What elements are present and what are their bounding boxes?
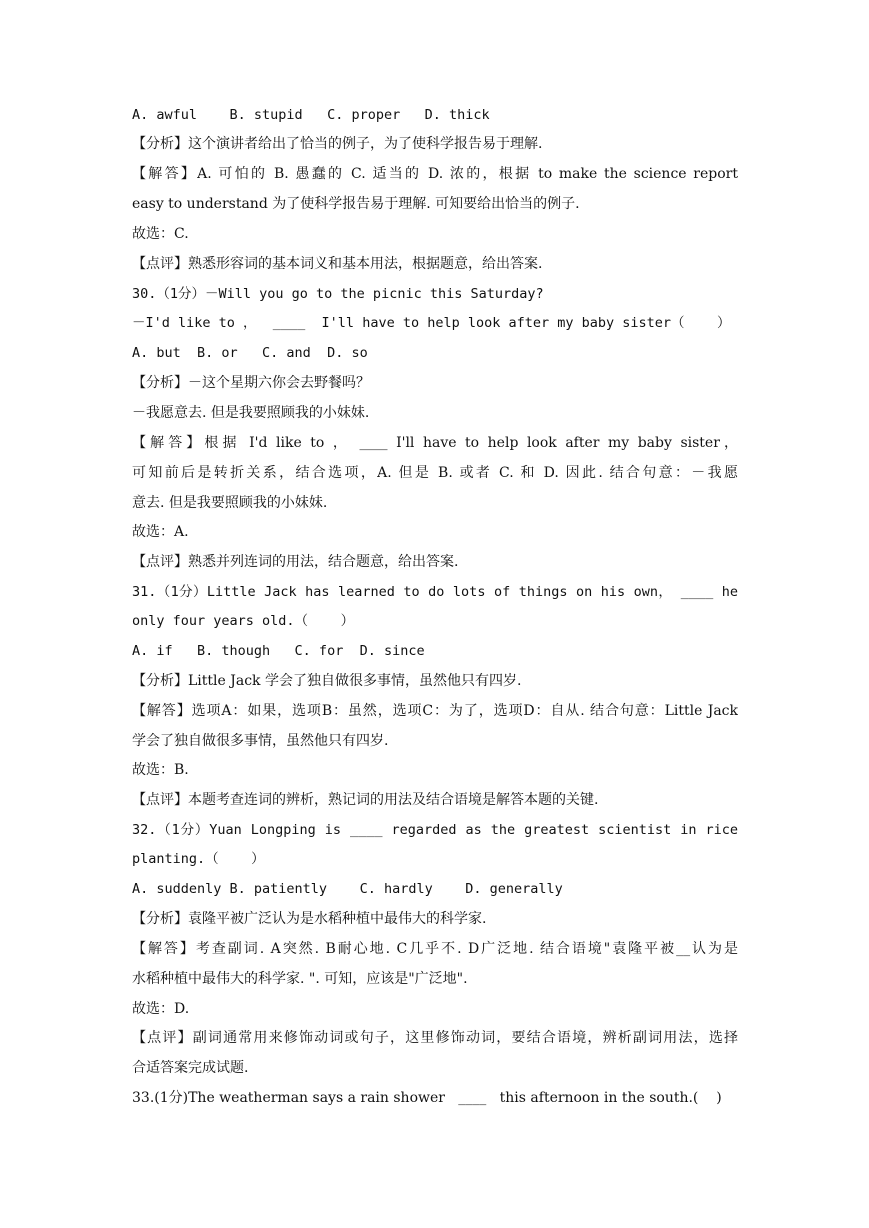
q30-analysis-line2: －我愿意去. 但是我要照顾我的小妹妹. <box>132 405 370 421</box>
q30-solution-line3: 意去. 但是我要照顾我的小妹妹. <box>132 495 328 511</box>
q30-stem-line1: 30.（1分）－Will you go to the picnic this Saturday? <box>132 286 544 302</box>
q32-options: A. suddenly B. patiently C. hardly D. generally <box>132 881 563 897</box>
q30-analysis-line1: 【分析】－这个星期六你会去野餐吗？ <box>132 375 370 391</box>
q29-comment: 【点评】熟悉形容词的基本词义和基本用法，根据题意，给出答案. <box>132 256 543 272</box>
q29-solution-line2: easy to understand 为了使科学报告易于理解. 可知要给出恰当的例子. <box>132 196 580 212</box>
q30-answer: 故选：A. <box>132 524 189 540</box>
q32-comment-line2: 合适答案完成试题. <box>132 1060 249 1076</box>
q31-options: A. if B. though C. for D. since <box>132 643 425 659</box>
q32-answer: 故选：D. <box>132 1001 190 1017</box>
q31-comment: 【点评】本题考查连词的辨析，熟记词的用法及结合语境是解答本题的关键. <box>132 792 599 808</box>
q31-stem-line2: only four years old.（ ） <box>132 613 355 629</box>
q30-comment: 【点评】熟悉并列连词的用法，结合题意，给出答案. <box>132 554 459 570</box>
q32-stem-line2: planting.（ ） <box>132 851 265 867</box>
q30-options: A. but B. or C. and D. so <box>132 345 368 361</box>
q32-solution-line2: 水稻种植中最伟大的科学家. ". 可知，应该是"广泛地". <box>132 971 468 987</box>
q31-analysis: 【分析】Little Jack 学会了独自做很多事情，虽然他只有四岁. <box>132 673 522 689</box>
q29-analysis: 【分析】这个演讲者给出了恰当的例子，为了使科学报告易于理解. <box>132 136 543 152</box>
q32-stem-line1: 32.（1分）Yuan Longping is ____ regarded as the greatest scientist in rice <box>132 822 738 838</box>
q29-answer: 故选：C. <box>132 226 189 242</box>
q32-analysis: 【分析】袁隆平被广泛认为是水稻种植中最伟大的科学家. <box>132 911 487 927</box>
q29-solution-line1: 【解答】A. 可怕的 B. 愚蠢的 C. 适当的 D. 浓的，根据 to make the science report <box>132 166 738 182</box>
q30-stem-line2: －I'd like to ， ____ I'll have to help look after my baby sister（ ） <box>132 315 731 331</box>
q31-answer: 故选：B. <box>132 762 189 778</box>
q30-solution-line1: 【解答】根据 I'd like to ， ____ I'll have to help look after my baby sister， <box>132 435 738 451</box>
q31-solution-line1: 【解答】选项A：如果，选项B：虽然，选项C：为了，选项D：自从. 结合句意：Little Jack <box>132 703 738 719</box>
q32-solution-line1: 【解答】考查副词. A突然. B耐心地. C几乎不. D广泛地. 结合语境"袁隆平被__认为是 <box>132 941 738 957</box>
q33-stem-line1: 33.(1分)The weatherman says a rain shower ____ this afternoon in the south.( ) <box>132 1090 722 1106</box>
q30-solution-line2: 可知前后是转折关系，结合选项，A. 但是 B. 或者 C. 和 D. 因此. 结合句意：－我愿 <box>132 465 738 481</box>
q31-stem-line1: 31.（1分）Little Jack has learned to do lots of things on his own， ____ he <box>132 584 738 600</box>
q32-comment-line1: 【点评】副词通常用来修饰动词或句子，这里修饰动词，要结合语境，辨析副词用法，选择 <box>132 1030 738 1046</box>
q29-options: A. awful B. stupid C. proper D. thick <box>132 107 490 123</box>
q31-solution-line2: 学会了独自做很多事情，虽然他只有四岁. <box>132 733 389 749</box>
